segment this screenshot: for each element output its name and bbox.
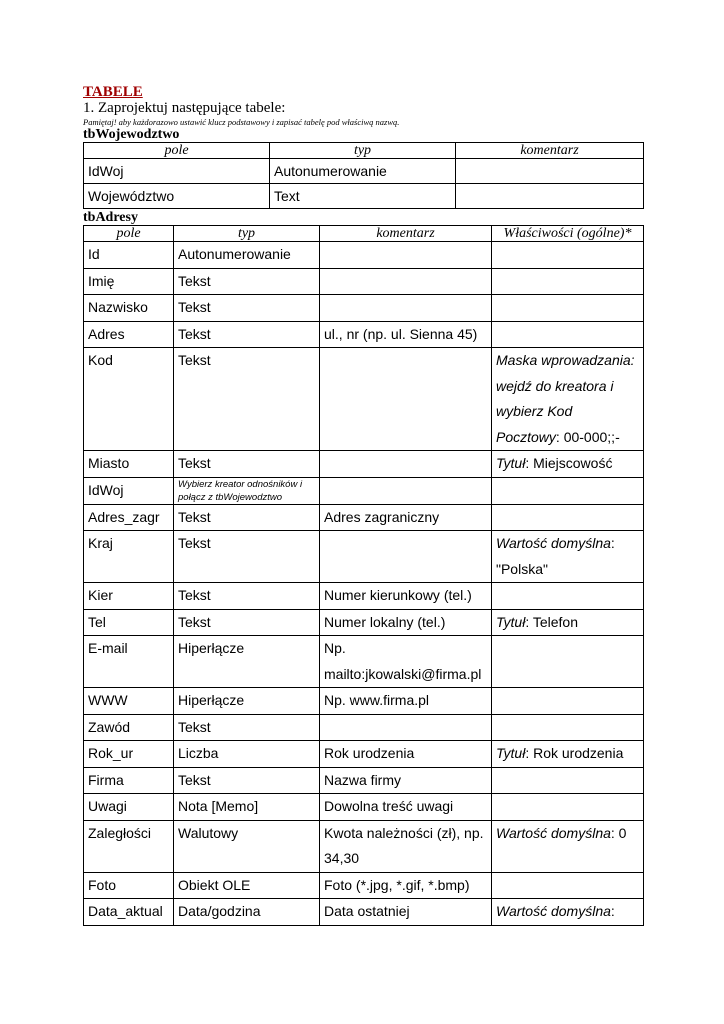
table-row [84,348,644,451]
cell-pole: Kod [84,348,174,451]
cell-pole: WWW [84,688,174,715]
cell-komentarz: Numer lokalny (tel.) [320,609,492,636]
cell-wlasciwosci [492,767,644,794]
cell-komentarz [320,268,492,295]
cell-wlasciwosci [492,688,644,715]
property-label: Wartość domyślna [496,535,611,551]
cell-pole: Nazwisko [84,295,174,322]
document-page [83,84,643,926]
cell-pole: E-mail [84,636,174,688]
property-label: Maska wprowadzania: wejdź do kreatora i wybierz Kod Pocztowy [496,352,635,445]
cell-wlasciwosci [492,268,644,295]
cell-komentarz: Adres zagraniczny [320,504,492,531]
reminder-note: Pamiętaj! aby każdorazowo ustawić klucz podstawowy i zapisać tabelę pod właściwą nazwą. [83,117,400,127]
table-row [84,794,644,821]
property-value: : Telefon [525,613,578,630]
cell-komentarz [320,451,492,478]
cell-wlasciwosci [492,899,644,926]
cell-wlasciwosci [492,820,644,872]
cell-komentarz: ul., nr (np. ul. Sienna 45) [320,321,492,348]
cell-wlasciwosci [492,872,644,899]
table2-name: tbAdresy [83,210,138,225]
cell-typ: Tekst [174,321,320,348]
table-row [84,609,644,636]
cell-wlasciwosci [492,295,644,322]
cell-komentarz: Np. mailto:jkowalski@firma.pl [320,636,492,688]
table2-header-wlasciwosci: Właściwości (ogólne)* [492,226,644,242]
property-value: : Miejscowość [525,455,613,471]
cell-pole: Imię [84,268,174,295]
cell-komentarz [320,295,492,322]
table1-header-row [84,143,644,159]
cell-pole: Foto [84,872,174,899]
property-label: Tytuł [496,613,526,630]
table-row [84,242,644,269]
cell-komentarz [320,477,492,504]
property-value: : 00-000;;- [555,428,620,445]
cell-typ: Autonumerowanie [174,242,320,269]
cell-komentarz: Nazwa firmy [320,767,492,794]
cell-typ: Obiekt OLE [174,872,320,899]
cell-komentarz: Numer kierunkowy (tel.) [320,583,492,610]
cell-pole: Adres_zagr [84,504,174,531]
table-row [84,688,644,715]
cell-pole: IdWoj [84,159,270,184]
cell-typ: Tekst [174,295,320,322]
cell-typ: Walutowy [174,820,320,872]
cell-pole: Uwagi [84,794,174,821]
cell-wlasciwosci [492,609,644,636]
cell-komentarz [456,159,644,184]
cell-typ: Tekst [174,531,320,583]
cell-typ: Nota [Memo] [174,794,320,821]
cell-wlasciwosci [492,636,644,688]
table-row [84,184,644,209]
cell-komentarz: Foto (*.jpg, *.gif, *.bmp) [320,872,492,899]
cell-typ: Tekst [174,348,320,451]
cell-typ: Autonumerowanie [270,159,456,184]
property-label: Wartość domyślna [496,824,611,841]
property-value: : Rok urodzenia [525,745,624,761]
cell-typ: Tekst [174,609,320,636]
cell-pole: Miasto [84,451,174,478]
table-row [84,295,644,322]
table2-header-row [84,226,644,242]
task-instruction: 1. Zaprojektuj następujące tabele: [83,100,286,116]
cell-typ: Tekst [174,714,320,741]
cell-wlasciwosci [492,477,644,504]
property-value: : 0 [610,824,627,841]
cell-pole: Zaległości [84,820,174,872]
cell-pole: Kraj [84,531,174,583]
table-row [84,636,644,688]
table-row [84,820,644,872]
cell-typ: Hiperłącze [174,688,320,715]
table1-header-typ: typ [270,143,456,159]
cell-komentarz: Np. www.firma.pl [320,688,492,715]
cell-komentarz [320,348,492,451]
cell-wlasciwosci [492,714,644,741]
property-value: : "Polska" [496,535,615,577]
cell-typ: Tekst [174,767,320,794]
cell-typ: Tekst [174,451,320,478]
cell-pole: Kier [84,583,174,610]
table1-header-komentarz: komentarz [456,143,644,159]
cell-wlasciwosci [492,504,644,531]
cell-typ: Hiperłącze [174,636,320,688]
table2-header-komentarz: komentarz [320,226,492,242]
cell-wlasciwosci [492,741,644,768]
table-row [84,872,644,899]
cell-komentarz: Dowolna treść uwagi [320,794,492,821]
cell-typ: Tekst [174,504,320,531]
table-row [84,159,644,184]
table-row [84,741,644,768]
property-label: Tytuł [496,455,526,471]
cell-pole: Tel [84,609,174,636]
table-row [84,714,644,741]
table2-header-pole: pole [84,226,174,242]
table-tbadresy [83,225,644,926]
cell-pole: Rok_ur [84,741,174,768]
cell-komentarz: Kwota należności (zł), np. 34,30 [320,820,492,872]
cell-pole: Adres [84,321,174,348]
cell-typ: Wybierz kreator odnośników i połącz z tbWojewodztwo [174,477,320,504]
table-tbwojewodztwo [83,142,644,209]
property-label: Tytuł [496,745,526,761]
cell-typ: Data/godzina [174,899,320,926]
table-row [84,531,644,583]
cell-wlasciwosci [492,321,644,348]
table-row [84,451,644,478]
cell-typ: Text [270,184,456,209]
cell-wlasciwosci [492,242,644,269]
cell-pole: Data_aktual [84,899,174,926]
cell-komentarz [320,531,492,583]
table-row [84,268,644,295]
cell-wlasciwosci [492,794,644,821]
cell-wlasciwosci [492,348,644,451]
table-row [84,504,644,531]
cell-wlasciwosci [492,451,644,478]
table1-header-pole: pole [84,143,270,159]
table1-name: tbWojewodztwo [83,127,180,142]
cell-komentarz: Rok urodzenia [320,741,492,768]
cell-pole: Firma [84,767,174,794]
table-row [84,899,644,926]
cell-pole: IdWoj [84,477,174,504]
table2-header-typ: typ [174,226,320,242]
cell-komentarz [320,714,492,741]
cell-wlasciwosci [492,583,644,610]
table-row [84,767,644,794]
section-heading: TABELE [83,84,143,100]
cell-typ: Liczba [174,741,320,768]
cell-typ: Tekst [174,268,320,295]
table-row [84,583,644,610]
cell-pole: Województwo [84,184,270,209]
cell-komentarz: Data ostatniej [320,899,492,926]
cell-komentarz [456,184,644,209]
table-row [84,321,644,348]
cell-pole: Id [84,242,174,269]
property-label: Wartość domyślna [496,903,611,919]
cell-komentarz [320,242,492,269]
table-row [84,477,644,504]
property-value: : [610,903,615,919]
cell-typ: Tekst [174,583,320,610]
cell-wlasciwosci [492,531,644,583]
cell-pole: Zawód [84,714,174,741]
